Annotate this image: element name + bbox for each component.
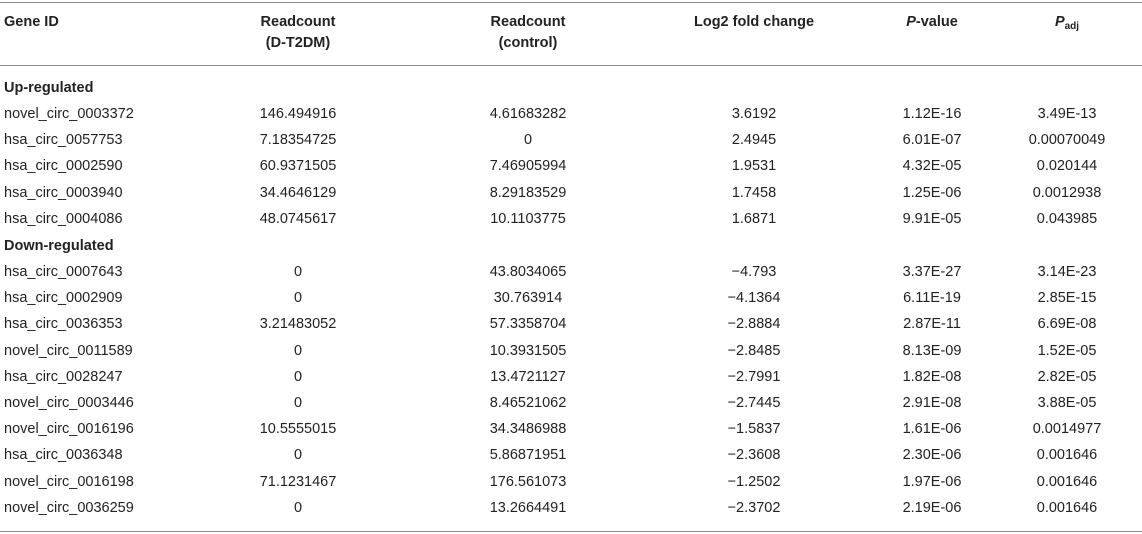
padj-cell: 3.49E-13 [1037, 106, 1097, 122]
pvalue-cell: 4.32E-05 [902, 158, 962, 175]
log2fc-cell: 1.9531 [731, 158, 777, 175]
table-row [0, 469, 1142, 495]
header-readcount-control-line1: Readcount [490, 14, 566, 30]
table-row [0, 416, 1142, 442]
readcount-dt2dm-cell: 0 [293, 342, 303, 359]
pvalue-cell: 2.91E-08 [902, 395, 962, 411]
pvalue-cell: 8.13E-09 [902, 342, 962, 359]
log2fc-cell: 3.6192 [731, 106, 777, 122]
readcount-control-cell: 10.1103775 [490, 210, 566, 227]
readcount-dt2dm-cell: 71.1231467 [259, 473, 337, 490]
pvalue-cell: 1.12E-16 [902, 106, 962, 122]
readcount-control-cell: 4.61683282 [489, 106, 567, 122]
header-readcount-control [428, 12, 628, 54]
pvalue-cell: 1.25E-06 [902, 184, 962, 201]
pvalue-cell: 9.91E-05 [902, 210, 962, 227]
log2fc-cell: −1.5837 [727, 421, 781, 438]
table-row [0, 153, 1142, 179]
log2fc-cell: −4.793 [731, 264, 777, 280]
header-gene-id: Gene ID [4, 14, 59, 30]
header-readcount-dt2dm-line1: Readcount [260, 14, 336, 30]
readcount-dt2dm-cell: 10.5555015 [259, 421, 337, 438]
gene-id-cell: hsa_circ_0002590 [4, 158, 123, 175]
gene-id-cell: novel_circ_0003446 [4, 395, 134, 411]
pvalue-cell: 1.61E-06 [902, 421, 962, 438]
readcount-control-cell: 30.763914 [493, 290, 563, 307]
pvalue-cell: 2.19E-06 [902, 499, 962, 516]
table-row [0, 127, 1142, 153]
readcount-control-cell: 13.2664491 [489, 499, 567, 516]
readcount-dt2dm-cell: 146.494916 [259, 106, 337, 122]
readcount-dt2dm-cell: 0 [293, 499, 303, 516]
table-row [0, 364, 1142, 390]
pvalue-cell: 2.87E-11 [903, 316, 961, 333]
readcount-dt2dm-cell: 0 [293, 395, 303, 411]
table-row [0, 101, 1142, 127]
table-row [0, 442, 1142, 468]
gene-id-cell: hsa_circ_0004086 [4, 210, 123, 227]
padj-cell: 0.00070049 [1028, 132, 1106, 149]
readcount-control-cell: 13.4721127 [490, 368, 566, 385]
section-label: Down-regulated [4, 238, 114, 254]
log2fc-cell: −4.1364 [727, 290, 781, 307]
table-row [0, 259, 1142, 285]
log2fc-cell: 2.4945 [731, 132, 777, 149]
bottom-rule [0, 531, 1142, 532]
gene-id-cell: novel_circ_0016198 [4, 473, 134, 490]
readcount-dt2dm-cell: 0 [293, 264, 303, 280]
log2fc-cell: −2.7445 [727, 395, 781, 411]
gene-id-cell: hsa_circ_0057753 [4, 132, 123, 149]
readcount-control-cell: 8.29183529 [489, 184, 567, 201]
readcount-control-cell: 34.3486988 [489, 421, 567, 438]
table-row [0, 285, 1142, 311]
padj-cell: 0.020144 [1036, 158, 1098, 175]
gene-id-cell: hsa_circ_0002909 [4, 290, 123, 307]
gene-id-cell: hsa_circ_0036348 [4, 447, 123, 464]
readcount-control-cell: 0 [523, 132, 533, 149]
readcount-control-cell: 10.3931505 [489, 342, 567, 359]
padj-cell: 2.85E-15 [1037, 290, 1097, 307]
log2fc-cell: −2.3702 [727, 499, 781, 516]
padj-cell: 0.001646 [1036, 447, 1098, 464]
section-up-regulated [0, 75, 1142, 101]
readcount-dt2dm-cell: 34.4646129 [259, 184, 337, 201]
readcount-dt2dm-cell: 0 [293, 447, 303, 464]
readcount-dt2dm-cell: 0 [293, 368, 303, 385]
log2fc-cell: −2.8884 [727, 316, 781, 333]
padj-cell: 0.001646 [1036, 473, 1098, 490]
log2fc-cell: −2.3608 [727, 447, 781, 464]
table-row [0, 390, 1142, 416]
pvalue-cell: 2.30E-06 [902, 447, 962, 464]
padj-cell: 2.82E-05 [1037, 368, 1097, 385]
readcount-dt2dm-cell: 7.18354725 [259, 132, 337, 149]
log2fc-cell: 1.6871 [731, 210, 777, 227]
header-pvalue-rest: -value [915, 14, 958, 30]
header-pvalue-p: P [906, 14, 916, 30]
pvalue-cell: 3.37E-27 [902, 264, 962, 280]
gene-id-cell: novel_circ_0016196 [4, 421, 134, 438]
padj-cell: 6.69E-08 [1037, 316, 1097, 333]
pvalue-cell: 6.01E-07 [902, 132, 962, 149]
readcount-dt2dm-cell: 3.21483052 [259, 316, 337, 333]
readcount-control-cell: 176.561073 [489, 473, 567, 490]
table-row [0, 338, 1142, 364]
readcount-dt2dm-cell: 60.9371505 [259, 158, 337, 175]
header-log2fc: Log2 fold change [693, 14, 815, 30]
gene-id-cell: hsa_circ_0007643 [4, 264, 123, 280]
padj-cell: 0.043985 [1036, 210, 1098, 227]
padj-cell: 3.14E-23 [1037, 264, 1097, 280]
readcount-dt2dm-cell: 0 [293, 290, 303, 307]
table-row [0, 180, 1142, 206]
header-readcount-control-line2: (control) [498, 35, 558, 51]
gene-id-cell: hsa_circ_0028247 [4, 368, 123, 385]
header-padj-p: P [1054, 14, 1065, 30]
readcount-control-cell: 57.3358704 [489, 316, 567, 333]
header-rule [0, 65, 1142, 66]
pvalue-cell: 1.97E-06 [902, 473, 962, 490]
readcount-control-cell: 43.8034065 [489, 264, 567, 280]
log2fc-cell: −1.2502 [727, 473, 781, 490]
header-readcount-dt2dm [198, 12, 398, 54]
readcount-control-cell: 7.46905994 [489, 158, 567, 175]
padj-cell: 3.88E-05 [1037, 395, 1097, 411]
table-row [0, 495, 1142, 521]
gene-id-cell: hsa_circ_0036353 [4, 316, 123, 333]
gene-id-cell: novel_circ_0036259 [4, 499, 134, 516]
top-rule [0, 2, 1142, 3]
readcount-control-cell: 5.86871951 [489, 447, 567, 464]
padj-cell: 0.001646 [1036, 499, 1098, 516]
log2fc-cell: −2.7991 [727, 368, 781, 385]
header-readcount-dt2dm-line2: (D-T2DM) [265, 35, 331, 51]
readcount-control-cell: 8.46521062 [489, 395, 567, 411]
table-row [0, 311, 1142, 337]
section-label: Up-regulated [4, 80, 94, 96]
log2fc-cell: −2.8485 [727, 342, 781, 359]
readcount-dt2dm-cell: 48.0745617 [259, 210, 337, 227]
table-row [0, 206, 1142, 232]
log2fc-cell: 1.7458 [731, 184, 777, 201]
padj-cell: 1.52E-05 [1037, 342, 1097, 359]
section-down-regulated [0, 233, 1142, 259]
padj-cell: 0.0012938 [1032, 184, 1102, 201]
padj-cell: 0.0014977 [1032, 421, 1102, 438]
gene-id-cell: hsa_circ_0003940 [4, 184, 123, 201]
pvalue-cell: 6.11E-19 [903, 290, 961, 307]
pvalue-cell: 1.82E-08 [902, 368, 962, 385]
gene-id-cell: novel_circ_0003372 [4, 106, 134, 122]
header-padj [992, 12, 1142, 37]
gene-id-cell: novel_circ_0011589 [4, 342, 133, 359]
header-padj-sub: adj [1064, 21, 1080, 32]
